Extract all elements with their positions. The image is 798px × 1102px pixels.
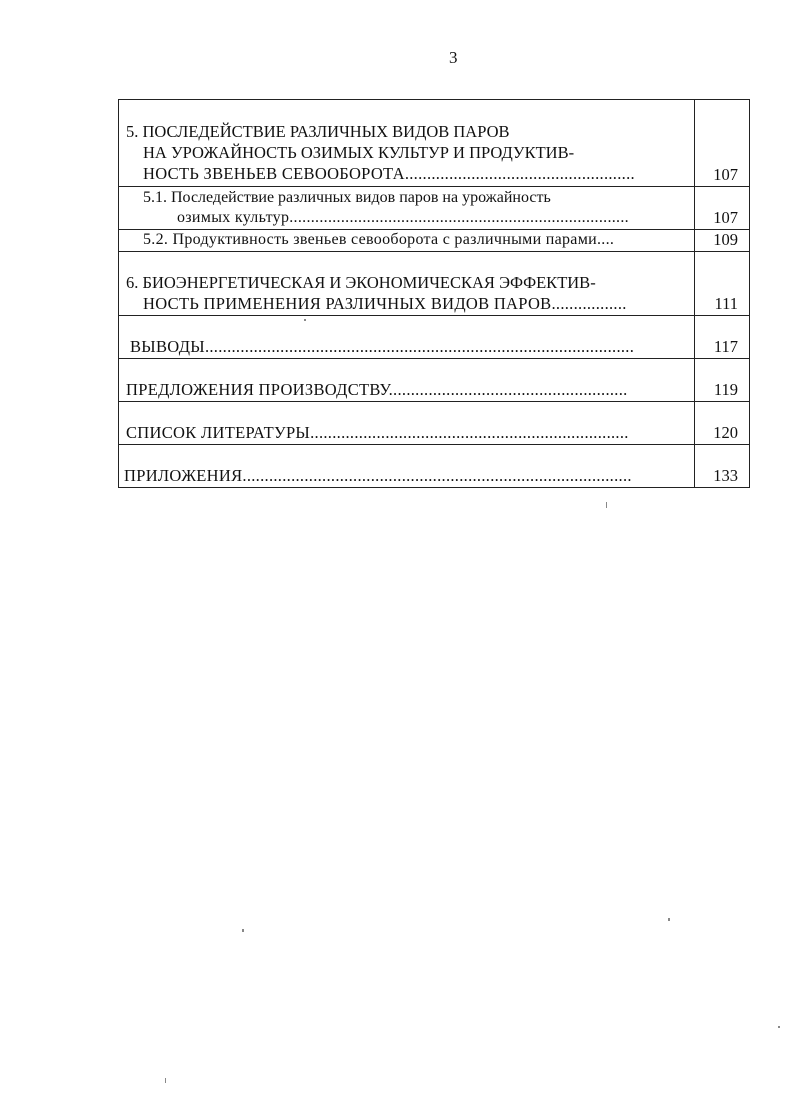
toc-entry-title xyxy=(119,230,695,251)
toc-page-cell xyxy=(695,359,749,401)
scan-speck xyxy=(165,1078,166,1083)
toc-page-cell xyxy=(695,445,749,487)
table-of-contents xyxy=(118,99,750,488)
toc-line: 5. ПОСЛЕДЕЙСТВИЕ РАЗЛИЧНЫХ ВИДОВ ПАРОВ xyxy=(126,122,510,141)
toc-page-cell xyxy=(695,187,749,229)
toc-page-number: 120 xyxy=(713,423,738,442)
toc-page-cell xyxy=(695,252,749,315)
toc-row-section-5-2 xyxy=(119,229,749,251)
toc-entry-title xyxy=(119,359,695,401)
toc-entry-title xyxy=(119,316,695,358)
toc-row-proposals xyxy=(119,358,749,401)
toc-row-chapter-6 xyxy=(119,251,749,315)
toc-page-number: 107 xyxy=(713,208,738,227)
toc-page-cell xyxy=(695,100,749,186)
toc-entry-title xyxy=(119,445,695,487)
toc-row-appendices xyxy=(119,444,749,487)
toc-page-number: 117 xyxy=(713,337,738,356)
toc-line: НА УРОЖАЙНОСТЬ ОЗИМЫХ КУЛЬТУР И ПРОДУКТИВ- xyxy=(143,143,575,162)
toc-entry-title xyxy=(119,402,695,444)
toc-line: 6. БИОЭНЕРГЕТИЧЕСКАЯ И ЭКОНОМИЧЕСКАЯ ЭФФЕКТИВ- xyxy=(126,273,596,292)
toc-row-references xyxy=(119,401,749,444)
toc-page-cell xyxy=(695,402,749,444)
toc-row-section-5-1 xyxy=(119,186,749,229)
toc-line: ПРИЛОЖЕНИЯ........................................................................................ xyxy=(124,466,632,485)
toc-row-conclusions xyxy=(119,315,749,358)
toc-line: СПИСОК ЛИТЕРАТУРЫ........................................................................ xyxy=(126,423,629,442)
toc-line: 5.1. Последействие различных видов паров на урожайность xyxy=(143,189,551,206)
toc-line: ВЫВОДЫ................................................................................................. xyxy=(130,337,635,356)
toc-page-number: 133 xyxy=(713,466,738,485)
toc-page-number: 107 xyxy=(713,165,738,184)
scan-speck xyxy=(778,1026,780,1028)
page-number: 3 xyxy=(449,48,458,67)
toc-line: озимых культур............................................................................... xyxy=(177,209,629,226)
toc-page-cell xyxy=(695,230,749,251)
toc-page-number: 109 xyxy=(713,230,738,249)
toc-line: НОСТЬ ЗВЕНЬЕВ СЕВООБОРОТА.................................................... xyxy=(143,164,635,183)
scan-speck xyxy=(304,319,306,321)
toc-page-number: 119 xyxy=(713,380,738,399)
toc-line: НОСТЬ ПРИМЕНЕНИЯ РАЗЛИЧНЫХ ВИДОВ ПАРОВ................. xyxy=(143,294,627,313)
toc-line: 5.2. Продуктивность звеньев севооборота с различными парами.... xyxy=(143,231,615,248)
scan-speck xyxy=(668,918,670,921)
toc-page-number: 111 xyxy=(714,294,738,313)
toc-entry-title xyxy=(119,100,695,186)
toc-row-chapter-5 xyxy=(119,100,749,186)
scan-speck xyxy=(606,502,607,508)
scan-speck xyxy=(242,929,244,932)
toc-entry-title xyxy=(119,252,695,315)
toc-line: ПРЕДЛОЖЕНИЯ ПРОИЗВОДСТВУ...................................................... xyxy=(126,380,628,399)
toc-page-cell xyxy=(695,316,749,358)
toc-entry-title xyxy=(119,187,695,229)
